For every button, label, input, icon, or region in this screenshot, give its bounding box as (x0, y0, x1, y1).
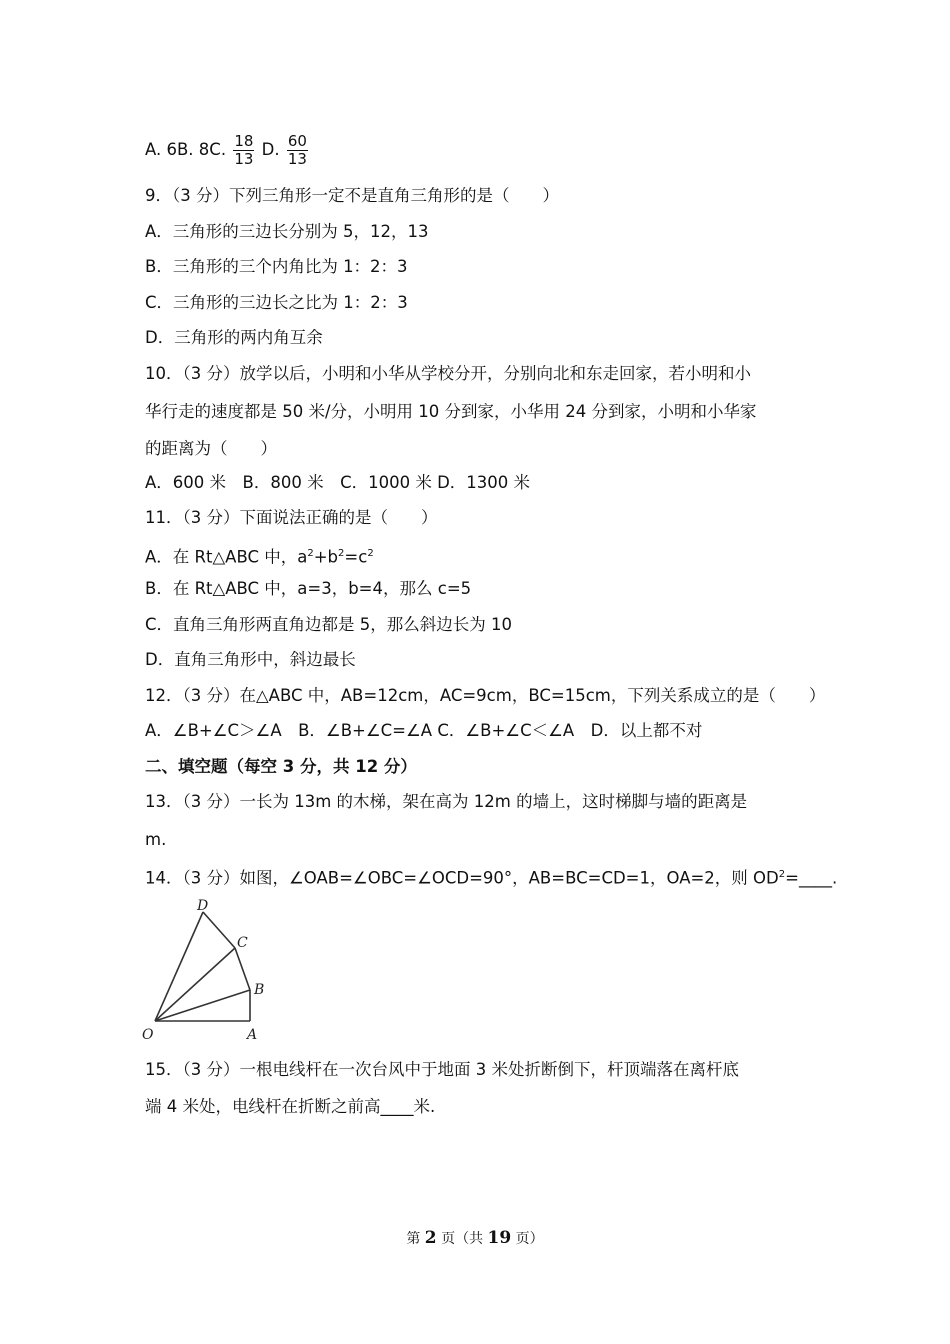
footer-post: 页） (511, 1231, 544, 1247)
segment-cd (203, 912, 235, 948)
section-2-heading: 二、填空题（每空 3 分，共 12 分） (145, 757, 417, 776)
q8-options (145, 133, 310, 168)
footer-page-number: 2 (424, 1228, 437, 1248)
q9-option-b: B．三角形的三个内角比为 1：2：3 (145, 257, 408, 276)
q10-line-1: 10．（3 分）放学以后，小明和小华从学校分开，分别向北和东走回家，若小明和小 (145, 364, 751, 383)
q14-sup: 2 (778, 869, 786, 880)
q9-option-a: A．三角形的三边长分别为 5，12，13 (145, 222, 429, 241)
q8-d-numerator: 60 (287, 132, 307, 150)
segment-ob (155, 990, 250, 1021)
q11-a-mid-2: =c (344, 547, 368, 567)
segment-bc (235, 948, 250, 990)
label-c: C (237, 935, 248, 951)
label-d: D (197, 898, 209, 914)
q11-a-sup-3: 2 (367, 548, 374, 559)
q14-stem (145, 864, 837, 890)
q10-line-3: 的距离为（ ） (145, 439, 277, 458)
q9-option-c: C．三角形的三边长之比为 1：2：3 (145, 293, 408, 312)
q10-line-2: 华行走的速度都是 50 米/分，小明用 10 分到家，小华用 24 分到家，小明和小华家 (145, 402, 757, 421)
q15-line-2: 端 4 米处，电线杆在折断之前高____米. (145, 1097, 436, 1116)
label-o: O (142, 1027, 154, 1043)
q11-option-a (145, 543, 374, 569)
q9-option-d: D．三角形的两内角互余 (145, 328, 323, 347)
q15-line-1: 15．（3 分）一根电线杆在一次台风中于地面 3 米处折断倒下，杆顶端落在离杆底 (145, 1060, 739, 1079)
q8-d-denominator: 13 (287, 150, 307, 168)
q8-c-numerator: 18 (234, 132, 254, 150)
q12-options: A．∠B+∠C＞∠A B．∠B+∠C=∠A C．∠B+∠C＜∠A D．以上都不对 (145, 721, 703, 740)
q8-option-c-fraction (233, 133, 254, 168)
q14-figure (140, 893, 280, 1043)
q14-stem-suffix: =____. (785, 868, 838, 888)
q8-c-denominator: 13 (234, 150, 254, 168)
label-a: A (247, 1027, 258, 1043)
q13-line-1: 13．（3 分）一长为 13m 的木梯，架在高为 12m 的墙上，这时梯脚与墙的距离是 (145, 792, 748, 811)
q11-a-prefix: A．在 Rt△ABC 中，a (145, 547, 308, 567)
q11-a-sup-1: 2 (307, 548, 314, 559)
page-footer (0, 1228, 950, 1248)
q12-stem: 12．（3 分）在△ABC 中，AB=12cm，AC=9cm，BC=15cm，下列关系成立的是（ ） (145, 686, 826, 705)
q8-option-d-label: D. (261, 140, 280, 159)
footer-mid: 页（共 (436, 1231, 488, 1247)
segment-oc (155, 948, 235, 1021)
q11-option-b: B．在 Rt△ABC 中，a=3，b=4，那么 c=5 (145, 579, 472, 598)
footer-total-pages: 19 (487, 1228, 512, 1248)
q11-option-d: D．直角三角形中，斜边最长 (145, 650, 356, 669)
q11-a-sup-2: 2 (338, 548, 345, 559)
q13-line-2: m. (145, 830, 167, 849)
q8-option-d-fraction (287, 133, 308, 168)
q11-stem: 11．（3 分）下面说法正确的是（ ） (145, 508, 438, 527)
label-b: B (254, 982, 265, 998)
q8-options-ab: A. 6B. 8C. (145, 140, 227, 159)
q14-stem-prefix: 14．（3 分）如图，∠OAB=∠OBC=∠OCD=90°，AB=BC=CD=1，OA=2，则 OD (145, 868, 779, 888)
segment-od (155, 912, 203, 1021)
q9-stem: 9．（3 分）下列三角形一定不是直角三角形的是（ ） (145, 186, 559, 205)
q11-option-c: C．直角三角形两直角边都是 5，那么斜边长为 10 (145, 615, 513, 634)
q11-a-mid-1: +b (313, 547, 339, 567)
footer-pre: 第 (406, 1231, 425, 1247)
q10-options: A．600 米 B．800 米 C．1000 米 D．1300 米 (145, 473, 531, 492)
